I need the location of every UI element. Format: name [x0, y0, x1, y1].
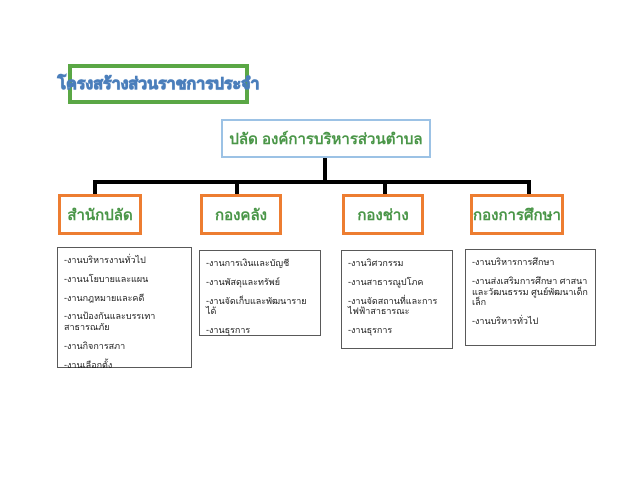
- task-item: -งานเลือกตั้ง: [64, 359, 113, 370]
- dept-header-box: [200, 194, 282, 235]
- task-item: -งานบริหารการศึกษา: [472, 257, 555, 267]
- connector-horizontal: [93, 180, 531, 184]
- task-item: -งานจัดเก็บและพัฒนารายได้: [206, 295, 307, 317]
- task-item: -งานป้องกันและบรรเทาสาธารณภัย: [64, 311, 156, 333]
- dept-tasks-box: [57, 247, 192, 368]
- root-node-box: [221, 119, 431, 158]
- task-item: -งานบริหารงานทั่วไป: [64, 255, 146, 265]
- root-node-label: ปลัด องค์การบริหารส่วนตำบล: [229, 130, 423, 148]
- dept-header-box: [470, 194, 564, 235]
- task-item: -งานสาธารณูปโภค: [348, 276, 424, 287]
- dept-name: กองช่าง: [357, 206, 409, 224]
- task-item: -งานส่งเสริมการศึกษา ศาสนาและวัฒนธรรม ศูนย์พัฒนาเด็กเล็ก: [472, 275, 588, 308]
- task-item: -งานธุรการ: [348, 325, 393, 336]
- task-item: -งานพัสดุและทรัพย์: [206, 276, 280, 287]
- connector-root-vertical: [323, 158, 327, 182]
- dept-tasks-box: [341, 250, 453, 349]
- dept-tasks-box: [199, 250, 321, 336]
- task-item: -งานบริหารทั่วไป: [472, 316, 539, 327]
- dept-header-box: [342, 194, 424, 235]
- task-item: -งานการเงินและบัญชี: [206, 258, 290, 268]
- dept-name: กองคลัง: [215, 206, 267, 224]
- task-item: -งานธุรการ: [206, 325, 251, 336]
- dept-name: สำนักปลัด: [67, 206, 133, 224]
- task-item: -งานวิศวกรรม: [348, 258, 404, 268]
- dept-tasks-box: [465, 249, 596, 346]
- dept-header-box: [58, 194, 142, 235]
- task-item: -งานจัดสถานที่และการไฟฟ้าสาธารณะ: [348, 295, 438, 317]
- dept-name: กองการศึกษา: [473, 206, 561, 224]
- task-item: -งานกฎหมายและคดี: [64, 292, 145, 303]
- chart-title: โครงสร้างส่วนราชการประจำ: [57, 75, 260, 93]
- chart-title-box: [57, 64, 260, 104]
- task-item: -งานกิจการสภา: [64, 340, 126, 351]
- task-item: -งานนโยบายและแผน: [64, 273, 149, 284]
